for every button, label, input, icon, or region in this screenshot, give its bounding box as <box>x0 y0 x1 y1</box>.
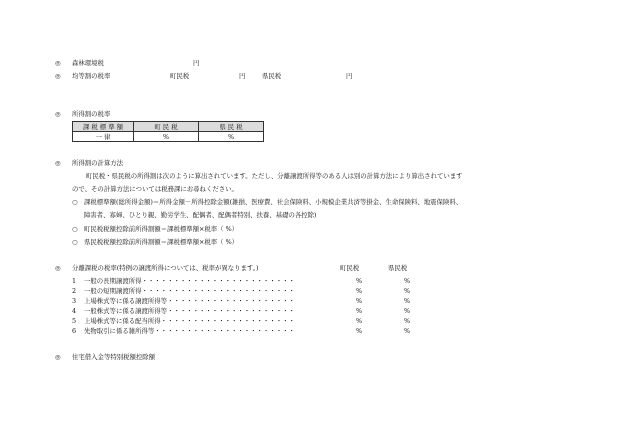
row-pref-rate: % <box>404 297 411 305</box>
bullet-text: 県民税税額控除前所得割額＝課税標準額×税率（ %） <box>84 238 239 246</box>
row-pref-rate: % <box>404 277 411 285</box>
bullet-text: 課税標準額(総所得金額)＝所得金額－所得控除金額(雑損、医療費、社会保険料、小規模企業共済等掛金、生命保険料、地震保険料、 <box>84 198 463 206</box>
per-capita-pref-label: 県民税 <box>262 72 282 80</box>
per-capita-town-label: 町民税 <box>170 72 190 80</box>
income-rate-title: 所得割の税率 <box>72 110 111 118</box>
section-marker: ◎ <box>55 59 61 67</box>
row-label: 上場株式等に係る配当所得・・・・・・・・・・・・・・・・・・・・・ <box>84 317 295 325</box>
row-number: 5 <box>72 317 77 325</box>
table-cell: % <box>134 132 199 142</box>
row-number: 6 <box>72 327 77 335</box>
bullet-mark: ○ <box>72 225 78 233</box>
row-pref-rate: % <box>404 307 411 315</box>
section-marker: ◎ <box>55 353 61 361</box>
section-marker: ◎ <box>55 159 61 167</box>
row-pref-rate: % <box>404 287 411 295</box>
section-marker: ◎ <box>55 264 61 272</box>
row-town-rate: % <box>356 297 363 305</box>
per-capita-town-unit: 円 <box>239 72 246 80</box>
forest-tax-title: 森林環境税 <box>72 59 104 67</box>
section-marker: ◎ <box>55 110 61 118</box>
housing-loan-credit-title: 住宅借入金等特別税額控除額 <box>72 353 156 361</box>
row-number: 4 <box>72 307 77 315</box>
row-pref-rate: % <box>404 317 411 325</box>
row-pref-rate: % <box>404 327 411 335</box>
row-number: 1 <box>72 277 77 285</box>
calc-method-paragraph-line: 町民税・県民税の所得割は次のように算出されています。ただし、分離譲渡所得等のある人は別の計算方法により算出されています <box>86 172 463 180</box>
row-label: 一般の短期譲渡所得・・・・・・・・・・・・・・・・・・・・・・・・ <box>84 287 295 295</box>
row-town-rate: % <box>356 277 363 285</box>
calc-method-title: 所得割の計算方法 <box>72 159 124 167</box>
row-label: 一般株式等に係る譲渡所得等・・・・・・・・・・・・・・・・・・・・ <box>84 307 295 315</box>
row-label: 上場株式等に係る譲渡所得等・・・・・・・・・・・・・・・・・・・・ <box>84 297 295 305</box>
table-header: 町 民 税 <box>134 122 199 132</box>
section-marker: ◎ <box>55 72 61 80</box>
table-cell: 一 律 <box>73 132 134 142</box>
row-label: 一般の長期譲渡所得・・・・・・・・・・・・・・・・・・・・・・・・ <box>84 277 295 285</box>
table-header: 県 民 税 <box>199 122 264 132</box>
row-number: 2 <box>72 287 77 295</box>
per-capita-pref-unit: 円 <box>346 72 353 80</box>
separate-tax-title: 分離課税の税率(特例の譲渡所得については、税率が異なります。) <box>72 264 259 272</box>
table-cell: % <box>199 132 264 142</box>
row-number: 3 <box>72 297 77 305</box>
per-capita-title: 均等割の税率 <box>72 72 111 80</box>
income-rate-table <box>72 121 264 142</box>
table-header: 課 税 標 準 額 <box>73 122 134 132</box>
row-town-rate: % <box>356 317 363 325</box>
separate-tax-col-town: 町民税 <box>340 264 360 272</box>
row-town-rate: % <box>356 287 363 295</box>
bullet-mark: ○ <box>72 238 78 246</box>
row-label: 先物取引に係る雑所得等・・・・・・・・・・・・・・・・・・・・・・ <box>84 327 295 335</box>
separate-tax-col-pref: 県民税 <box>388 264 408 272</box>
bullet-text: 町民税税額控除前所得割額＝課税標準額×税率（ %） <box>84 225 239 233</box>
row-town-rate: % <box>356 327 363 335</box>
bullet-mark: ○ <box>72 198 78 206</box>
row-town-rate: % <box>356 307 363 315</box>
bullet-text-continued: 障害者、寡婦、ひとり親、勤労学生、配偶者、配偶者特別、扶養、基礎の各控除) <box>84 211 317 219</box>
calc-method-paragraph-line: ので、その計算方法については税務課にお尋ねください。 <box>72 185 238 193</box>
forest-tax-unit: 円 <box>193 59 200 67</box>
